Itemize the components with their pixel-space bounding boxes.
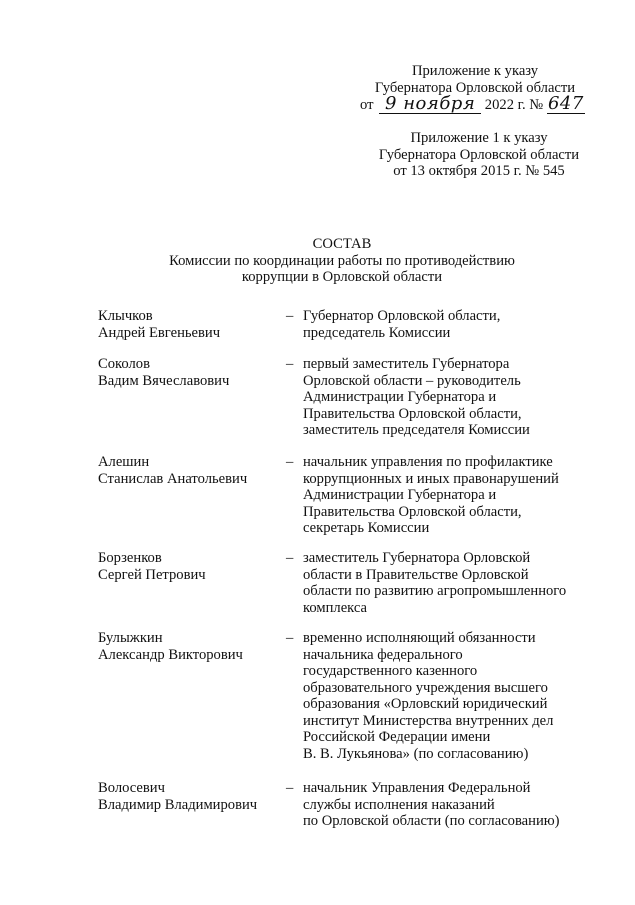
member-name: Волосевич Владимир Владимирович (98, 780, 258, 813)
annex1-header (364, 130, 594, 180)
member-position: заместитель Губернатора Орловской области в Правительстве Орловской области по развитию агропромышленного комплекса (303, 550, 567, 616)
member-name: Борзенков Сергей Петрович (98, 550, 206, 583)
member-name: Соколов Вадим Вячеславович (98, 356, 230, 389)
handwritten-number: 647 (547, 93, 584, 114)
annex-date-prefix: от (360, 97, 374, 113)
document-heading (117, 236, 567, 286)
member-name: Клычков Андрей Евгеньевич (98, 308, 221, 341)
annex-date-field (379, 93, 481, 114)
heading-subtitle-line1: Комиссии по координации работы по противодействию (169, 252, 515, 269)
member-dash: – (286, 550, 294, 566)
handwritten-date: 9 ноября (385, 93, 476, 114)
annex-line1: Приложение к указу (411, 63, 539, 79)
member-dash: – (286, 308, 294, 324)
member-dash: – (286, 630, 294, 646)
member-position: Губернатор Орловской области, председатель Комиссии (303, 308, 501, 341)
heading-title: СОСТАВ (312, 236, 372, 252)
member-dash: – (286, 780, 294, 796)
member-dash: – (286, 356, 294, 372)
member-dash: – (286, 454, 294, 470)
annex1-line3: от 13 октября 2015 г. № 545 (393, 163, 565, 179)
annex-number-sign: № (529, 97, 544, 113)
annex-number-field (547, 93, 585, 114)
annex1-line2: Губернатора Орловской области (378, 146, 580, 163)
annex-date-line (360, 93, 590, 114)
member-position: начальник управления по профилактике коррупционных и иных правонарушений Администрации Губернатора и Правительства Орловской области, секретарь Комиссии (303, 454, 559, 536)
member-position: первый заместитель Губернатора Орловской области – руководитель Администрации Губернатора и Правительства Орловской области, заместитель председателя Комиссии (303, 356, 530, 438)
member-name: Булыжкин Александр Викторович (98, 630, 243, 663)
member-position: начальник Управления Федеральной службы исполнения наказаний по Орловской области (по согласованию) (303, 780, 560, 829)
annex-line2: Губернатора Орловской области (374, 79, 576, 96)
annex-date-year: 2022 г. (484, 97, 526, 113)
heading-subtitle-line2: коррупции в Орловской области (241, 269, 443, 285)
annex1-line1: Приложение 1 к указу (410, 130, 548, 146)
member-position: временно исполняющий обязанности начальника федерального государственного казенного образовательного учреждения высшего образования «Орловский юридический институт Министерства внутренних дел Российской Федерации имени В. В. Лукьянова» (по согласованию) (303, 630, 554, 762)
annex-header (360, 63, 590, 114)
member-name: Алешин Станислав Анатольевич (98, 454, 248, 487)
